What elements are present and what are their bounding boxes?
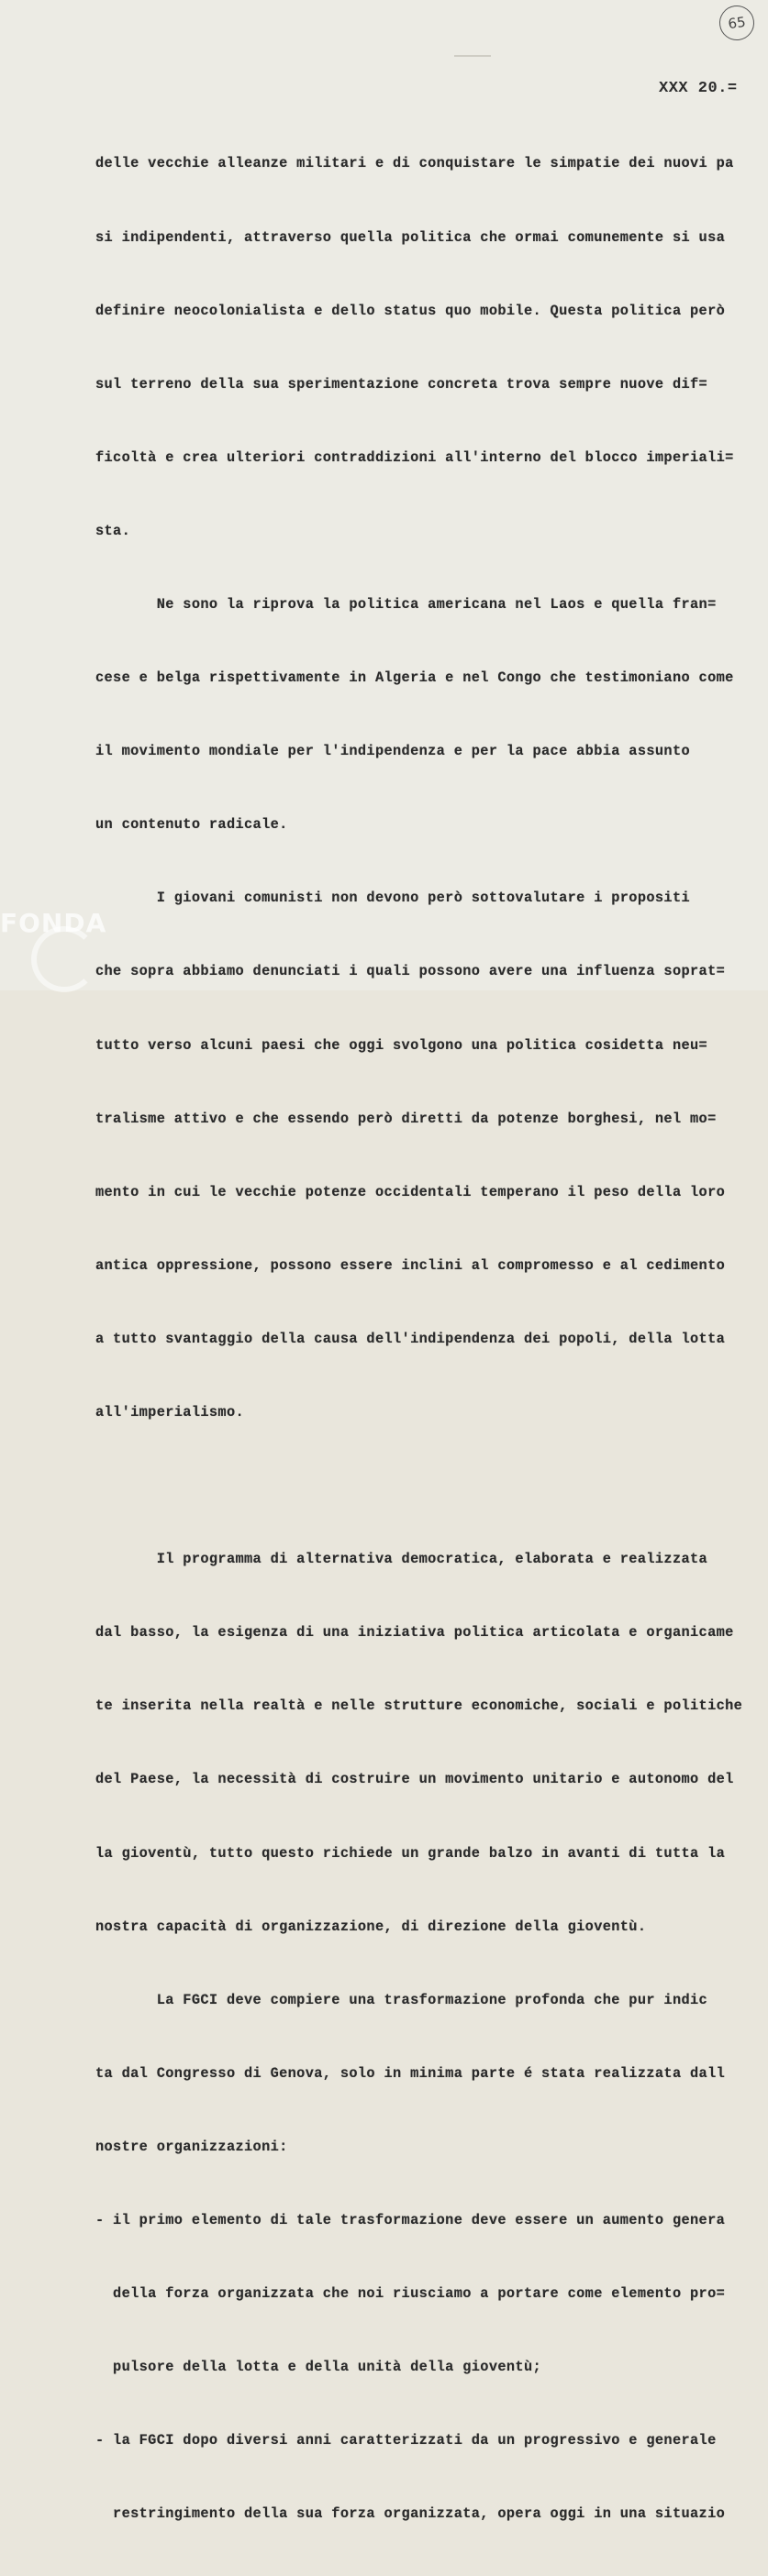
text-line: ficoltà e crea ulteriori contraddizioni all'interno del blocco imperiali= <box>95 448 734 466</box>
watermark-text: FONDA <box>0 908 107 938</box>
body-text <box>95 103 763 2576</box>
page-number-stamp: 65 <box>718 4 757 43</box>
text-line: che sopra abbiamo denunciati i quali possono avere una influenza soprat= <box>95 963 726 980</box>
faint-mark <box>454 55 491 57</box>
text-line: un contenuto radicale. <box>95 816 288 834</box>
text-line: definire neocolonialista e dello status quo mobile. Questa politica però <box>95 302 726 319</box>
text-line: pulsore della lotta e della unità della gioventù; <box>95 2359 542 2376</box>
text-line: cese e belga rispettivamente in Algeria e nel Congo che testimoniano come <box>95 669 734 687</box>
text-line: I giovani comunisti non devono però sottovalutare i propositi <box>95 890 691 907</box>
text-line: La FGCI deve compiere una trasformazione profonda che pur indic <box>95 1991 708 2008</box>
text-line: del Paese, la necessità di costruire un movimento unitario e autonomo del <box>95 1771 734 1788</box>
text-line: delle vecchie alleanze militari e di conquistare le simpatie dei nuovi pa <box>95 155 734 172</box>
text-line: si indipendenti, attraverso quella politica che ormai comunemente si usa <box>95 228 726 246</box>
document-reference: XXX 20.= <box>659 80 738 97</box>
text-line: sta. <box>95 522 131 539</box>
text-line: sul terreno della sua sperimentazione concreta trova sempre nuove dif= <box>95 375 708 392</box>
text-line: ta dal Congresso di Genova, solo in minima parte é stata realizzata dall <box>95 2064 726 2082</box>
text-line: nostre organizzazioni: <box>95 2138 288 2155</box>
text-line: a tutto svantaggio della causa dell'indipendenza dei popoli, della lotta <box>95 1330 726 1347</box>
text-line: nostra capacità di organizzazione, di direzione della gioventù. <box>95 1918 647 1935</box>
text-line: dal basso, la esigenza di una iniziativa politica articolata e organicame <box>95 1624 734 1642</box>
text-line: tralisme attivo e che essendo però diretti da potenze borghesi, nel mo= <box>95 1110 717 1127</box>
text-line: tutto verso alcuni paesi che oggi svolgono una politica cosidetta neu= <box>95 1036 708 1054</box>
text-line: - il primo elemento di tale trasformazione deve essere un aumento genera <box>95 2212 726 2229</box>
text-line: restringimento della sua forza organizzata, opera oggi in una situazio <box>95 2505 726 2523</box>
text-line: la gioventù, tutto questo richiede un grande balzo in avanti di tutta la <box>95 1844 726 1862</box>
text-line: Il programma di alternativa democratica, elaborata e realizzata <box>95 1551 708 1568</box>
text-line: della forza organizzata che noi riusciamo a portare come elemento pro= <box>95 2285 726 2303</box>
paragraph-gap <box>95 1474 763 1498</box>
text-line: - la FGCI dopo diversi anni caratterizzati da un progressivo e generale <box>95 2432 717 2449</box>
text-line: all'imperialismo. <box>95 1404 245 1421</box>
text-line: il movimento mondiale per l'indipendenza e per la pace abbia assunto <box>95 743 691 760</box>
text-line: te inserita nella realtà e nelle strutture economiche, sociali e politiche <box>95 1697 743 1715</box>
text-line: Ne sono la riprova la politica americana nel Laos e quella fran= <box>95 595 717 613</box>
text-line: mento in cui le vecchie potenze occidentali temperano il peso della loro <box>95 1183 726 1200</box>
text-line: antica oppressione, possono essere inclini al compromesso e al cedimento <box>95 1256 726 1274</box>
